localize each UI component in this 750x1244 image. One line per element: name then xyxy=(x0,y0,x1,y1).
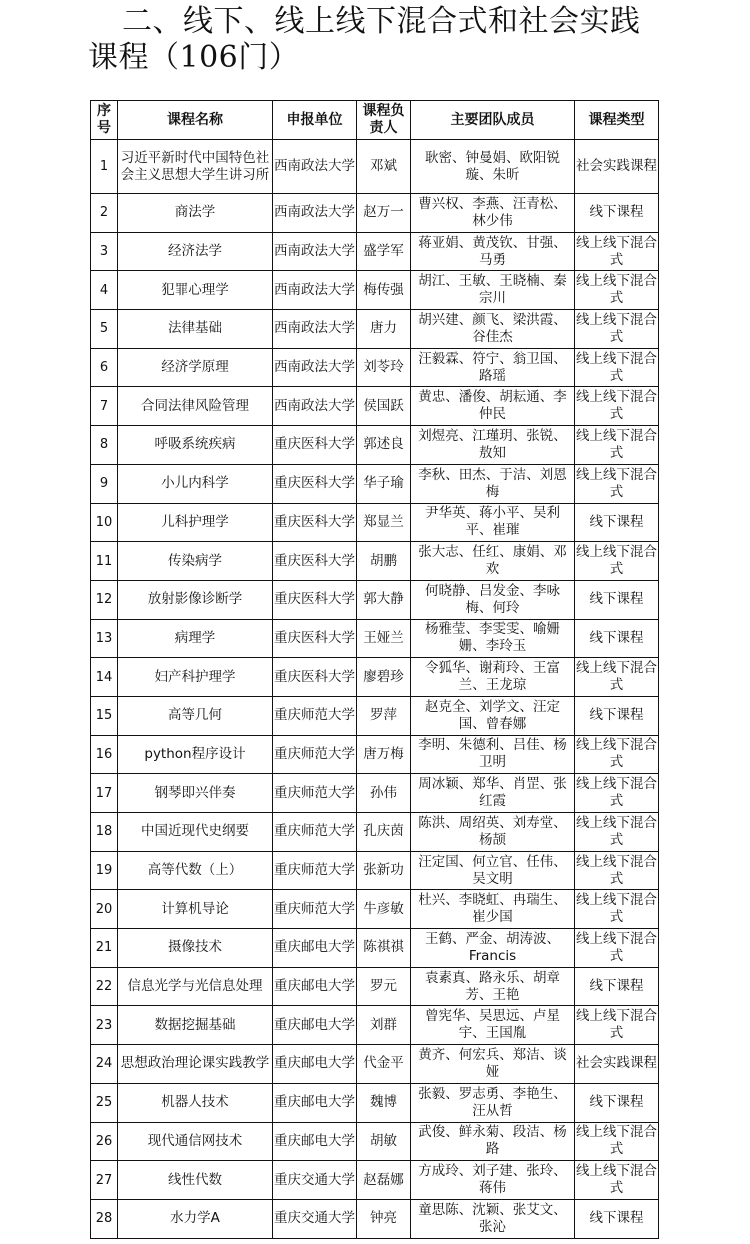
cell-unit: 重庆邮电大学 xyxy=(273,967,357,1006)
cell-members: 方成玲、刘子建、张玲、蒋伟 xyxy=(411,1161,575,1200)
cell-members: 童思陈、沈颖、张艾文、张沁 xyxy=(411,1199,575,1238)
cell-unit: 重庆师范大学 xyxy=(273,813,357,852)
cell-no: 11 xyxy=(91,542,118,581)
cell-lead: 王娅兰 xyxy=(357,619,411,658)
cell-no: 15 xyxy=(91,696,118,735)
cell-unit: 重庆医科大学 xyxy=(273,426,357,465)
cell-course: 信息光学与光信息处理 xyxy=(118,967,273,1006)
cell-unit: 重庆邮电大学 xyxy=(273,1045,357,1084)
header-type: 课程类型 xyxy=(575,101,659,140)
cell-lead: 魏博 xyxy=(357,1083,411,1122)
cell-type: 线上线下混合式 xyxy=(575,813,659,852)
table-row xyxy=(91,232,659,271)
cell-no: 13 xyxy=(91,619,118,658)
cell-members: 曹兴权、李燕、汪青松、林少伟 xyxy=(411,194,575,233)
cell-no: 26 xyxy=(91,1122,118,1161)
cell-lead: 胡敏 xyxy=(357,1122,411,1161)
cell-unit: 西南政法大学 xyxy=(273,232,357,271)
table-row xyxy=(91,426,659,465)
table-row xyxy=(91,890,659,929)
cell-unit: 重庆医科大学 xyxy=(273,464,357,503)
cell-lead: 钟亮 xyxy=(357,1199,411,1238)
cell-lead: 赵万一 xyxy=(357,194,411,233)
cell-members: 蒋亚娟、黄茂钦、甘强、马勇 xyxy=(411,232,575,271)
header-unit: 申报单位 xyxy=(273,101,357,140)
cell-type: 线上线下混合式 xyxy=(575,1161,659,1200)
cell-type: 线下课程 xyxy=(575,1199,659,1238)
header-lead: 课程负责人 xyxy=(357,101,411,140)
cell-no: 4 xyxy=(91,271,118,310)
cell-members: 王鹤、严金、胡涛波、Francis xyxy=(411,929,575,968)
cell-unit: 重庆医科大学 xyxy=(273,503,357,542)
cell-lead: 赵磊娜 xyxy=(357,1161,411,1200)
cell-no: 19 xyxy=(91,851,118,890)
cell-no: 16 xyxy=(91,735,118,774)
cell-members: 胡江、王敏、王晓楠、秦宗川 xyxy=(411,271,575,310)
cell-unit: 重庆医科大学 xyxy=(273,542,357,581)
cell-no: 18 xyxy=(91,813,118,852)
cell-lead: 牛彦敏 xyxy=(357,890,411,929)
cell-members: 曾宪华、吴思远、卢星宇、王国胤 xyxy=(411,1006,575,1045)
table-row xyxy=(91,310,659,349)
cell-unit: 西南政法大学 xyxy=(273,271,357,310)
cell-members: 张大志、任红、康娟、邓欢 xyxy=(411,542,575,581)
cell-unit: 重庆师范大学 xyxy=(273,735,357,774)
title-line-2: 课程（106门） xyxy=(88,40,300,75)
cell-lead: 刘苓玲 xyxy=(357,348,411,387)
cell-lead: 胡鹏 xyxy=(357,542,411,581)
cell-members: 胡兴建、颜飞、梁洪霞、谷佳杰 xyxy=(411,310,575,349)
cell-members: 黄忠、潘俊、胡耘通、李仲民 xyxy=(411,387,575,426)
table-row xyxy=(91,194,659,233)
cell-unit: 重庆师范大学 xyxy=(273,851,357,890)
cell-type: 线上线下混合式 xyxy=(575,774,659,813)
cell-course: python程序设计 xyxy=(118,735,273,774)
cell-no: 5 xyxy=(91,310,118,349)
cell-unit: 重庆师范大学 xyxy=(273,774,357,813)
cell-members: 张毅、罗志勇、李艳生、汪从哲 xyxy=(411,1083,575,1122)
cell-course: 儿科护理学 xyxy=(118,503,273,542)
cell-unit: 重庆邮电大学 xyxy=(273,1083,357,1122)
table-row xyxy=(91,348,659,387)
cell-no: 21 xyxy=(91,929,118,968)
cell-lead: 廖碧珍 xyxy=(357,658,411,697)
cell-course: 线性代数 xyxy=(118,1161,273,1200)
cell-type: 社会实践课程 xyxy=(575,140,659,194)
cell-course: 高等代数（上） xyxy=(118,851,273,890)
cell-type: 线下课程 xyxy=(575,1083,659,1122)
cell-unit: 重庆交通大学 xyxy=(273,1199,357,1238)
cell-course: 法律基础 xyxy=(118,310,273,349)
cell-unit: 重庆医科大学 xyxy=(273,658,357,697)
cell-lead: 张新功 xyxy=(357,851,411,890)
cell-no: 9 xyxy=(91,464,118,503)
cell-no: 3 xyxy=(91,232,118,271)
cell-members: 杜兴、李晓虹、冉瑞生、崔少国 xyxy=(411,890,575,929)
cell-unit: 重庆交通大学 xyxy=(273,1161,357,1200)
cell-lead: 郭述良 xyxy=(357,426,411,465)
cell-type: 线上线下混合式 xyxy=(575,271,659,310)
table-row xyxy=(91,851,659,890)
cell-type: 线上线下混合式 xyxy=(575,1122,659,1161)
table-header-row xyxy=(91,101,659,140)
table-row xyxy=(91,967,659,1006)
cell-type: 社会实践课程 xyxy=(575,1045,659,1084)
cell-members: 黄齐、何宏兵、郑洁、谈娅 xyxy=(411,1045,575,1084)
course-table xyxy=(90,100,659,1239)
cell-type: 线上线下混合式 xyxy=(575,426,659,465)
cell-unit: 重庆师范大学 xyxy=(273,696,357,735)
cell-course: 思想政治理论课实践教学 xyxy=(118,1045,273,1084)
cell-course: 习近平新时代中国特色社会主义思想大学生讲习所 xyxy=(118,140,273,194)
cell-members: 武俊、鲜永菊、段洁、杨路 xyxy=(411,1122,575,1161)
table-row xyxy=(91,1045,659,1084)
cell-members: 汪定国、何立官、任伟、吴文明 xyxy=(411,851,575,890)
cell-unit: 西南政法大学 xyxy=(273,310,357,349)
cell-unit: 西南政法大学 xyxy=(273,387,357,426)
cell-lead: 罗元 xyxy=(357,967,411,1006)
cell-course: 合同法律风险管理 xyxy=(118,387,273,426)
cell-members: 陈洪、周绍英、刘寿堂、杨颉 xyxy=(411,813,575,852)
cell-members: 李秋、田杰、于洁、刘恩梅 xyxy=(411,464,575,503)
table-row xyxy=(91,774,659,813)
cell-course: 呼吸系统疾病 xyxy=(118,426,273,465)
table-row xyxy=(91,696,659,735)
cell-course: 传染病学 xyxy=(118,542,273,581)
cell-unit: 重庆邮电大学 xyxy=(273,929,357,968)
cell-members: 耿密、钟曼娟、欧阳锐璇、朱昕 xyxy=(411,140,575,194)
cell-course: 中国近现代史纲要 xyxy=(118,813,273,852)
cell-course: 摄像技术 xyxy=(118,929,273,968)
table-row xyxy=(91,735,659,774)
cell-type: 线下课程 xyxy=(575,503,659,542)
cell-course: 高等几何 xyxy=(118,696,273,735)
cell-course: 病理学 xyxy=(118,619,273,658)
cell-type: 线上线下混合式 xyxy=(575,464,659,503)
cell-no: 12 xyxy=(91,580,118,619)
table-row xyxy=(91,1083,659,1122)
cell-lead: 罗萍 xyxy=(357,696,411,735)
table-row xyxy=(91,1122,659,1161)
cell-no: 2 xyxy=(91,194,118,233)
cell-course: 小儿内科学 xyxy=(118,464,273,503)
cell-unit: 西南政法大学 xyxy=(273,194,357,233)
table-row xyxy=(91,271,659,310)
table-row xyxy=(91,1006,659,1045)
cell-no: 27 xyxy=(91,1161,118,1200)
cell-type: 线上线下混合式 xyxy=(575,658,659,697)
cell-type: 线上线下混合式 xyxy=(575,851,659,890)
table-row xyxy=(91,619,659,658)
cell-no: 24 xyxy=(91,1045,118,1084)
cell-lead: 邓斌 xyxy=(357,140,411,194)
cell-members: 令狐华、谢莉玲、王富兰、王龙琼 xyxy=(411,658,575,697)
cell-course: 现代通信网技术 xyxy=(118,1122,273,1161)
table-row xyxy=(91,464,659,503)
cell-members: 汪毅霖、符宁、翁卫国、路瑶 xyxy=(411,348,575,387)
cell-type: 线下课程 xyxy=(575,194,659,233)
cell-type: 线上线下混合式 xyxy=(575,310,659,349)
cell-course: 数据挖掘基础 xyxy=(118,1006,273,1045)
table-row xyxy=(91,140,659,194)
cell-lead: 唐力 xyxy=(357,310,411,349)
cell-type: 线上线下混合式 xyxy=(575,542,659,581)
table-row xyxy=(91,1199,659,1238)
cell-no: 25 xyxy=(91,1083,118,1122)
table-row xyxy=(91,580,659,619)
cell-members: 李明、朱德利、吕佳、杨卫明 xyxy=(411,735,575,774)
cell-type: 线上线下混合式 xyxy=(575,1006,659,1045)
cell-type: 线下课程 xyxy=(575,696,659,735)
cell-members: 赵克全、刘学文、汪定国、曾春娜 xyxy=(411,696,575,735)
page-title xyxy=(88,4,728,76)
table-row xyxy=(91,929,659,968)
cell-lead: 陈祺祺 xyxy=(357,929,411,968)
table-row xyxy=(91,1161,659,1200)
cell-unit: 西南政法大学 xyxy=(273,140,357,194)
cell-no: 1 xyxy=(91,140,118,194)
cell-no: 23 xyxy=(91,1006,118,1045)
cell-lead: 盛学军 xyxy=(357,232,411,271)
cell-type: 线上线下混合式 xyxy=(575,348,659,387)
table-row xyxy=(91,542,659,581)
cell-course: 计算机导论 xyxy=(118,890,273,929)
cell-type: 线上线下混合式 xyxy=(575,735,659,774)
cell-type: 线上线下混合式 xyxy=(575,387,659,426)
cell-members: 周冰颖、郑华、肖罡、张红霞 xyxy=(411,774,575,813)
cell-type: 线下课程 xyxy=(575,619,659,658)
table-row xyxy=(91,387,659,426)
header-members: 主要团队成员 xyxy=(411,101,575,140)
cell-lead: 孙伟 xyxy=(357,774,411,813)
cell-course: 机器人技术 xyxy=(118,1083,273,1122)
cell-course: 经济法学 xyxy=(118,232,273,271)
cell-no: 22 xyxy=(91,967,118,1006)
cell-unit: 重庆医科大学 xyxy=(273,619,357,658)
cell-unit: 重庆医科大学 xyxy=(273,580,357,619)
cell-members: 杨雅莹、李雯雯、喻姗姗、李玲玉 xyxy=(411,619,575,658)
cell-no: 17 xyxy=(91,774,118,813)
cell-type: 线上线下混合式 xyxy=(575,929,659,968)
table-row xyxy=(91,658,659,697)
cell-course: 商法学 xyxy=(118,194,273,233)
cell-lead: 梅传强 xyxy=(357,271,411,310)
cell-type: 线下课程 xyxy=(575,967,659,1006)
cell-lead: 郭大静 xyxy=(357,580,411,619)
cell-unit: 重庆邮电大学 xyxy=(273,1006,357,1045)
header-no: 序号 xyxy=(91,101,118,140)
cell-lead: 代金平 xyxy=(357,1045,411,1084)
cell-type: 线上线下混合式 xyxy=(575,890,659,929)
cell-unit: 重庆邮电大学 xyxy=(273,1122,357,1161)
title-line-1: 二、线下、线上线下混合式和社会实践 xyxy=(122,4,641,39)
cell-type: 线下课程 xyxy=(575,580,659,619)
cell-lead: 郑显兰 xyxy=(357,503,411,542)
header-course: 课程名称 xyxy=(118,101,273,140)
cell-course: 放射影像诊断学 xyxy=(118,580,273,619)
cell-unit: 重庆师范大学 xyxy=(273,890,357,929)
cell-no: 7 xyxy=(91,387,118,426)
cell-no: 10 xyxy=(91,503,118,542)
cell-unit: 西南政法大学 xyxy=(273,348,357,387)
table-row xyxy=(91,503,659,542)
cell-course: 妇产科护理学 xyxy=(118,658,273,697)
cell-course: 犯罪心理学 xyxy=(118,271,273,310)
cell-no: 14 xyxy=(91,658,118,697)
cell-type: 线上线下混合式 xyxy=(575,232,659,271)
cell-no: 8 xyxy=(91,426,118,465)
cell-members: 何晓静、吕发金、李咏梅、何玲 xyxy=(411,580,575,619)
cell-course: 水力学A xyxy=(118,1199,273,1238)
cell-no: 6 xyxy=(91,348,118,387)
cell-lead: 华子瑜 xyxy=(357,464,411,503)
table-row xyxy=(91,813,659,852)
cell-no: 20 xyxy=(91,890,118,929)
cell-lead: 刘群 xyxy=(357,1006,411,1045)
cell-course: 钢琴即兴伴奏 xyxy=(118,774,273,813)
cell-members: 刘煜亮、江瑾玥、张锐、敖知 xyxy=(411,426,575,465)
cell-no: 28 xyxy=(91,1199,118,1238)
cell-members: 袁素真、路永乐、胡章芳、王艳 xyxy=(411,967,575,1006)
cell-members: 尹华英、蒋小平、吴利平、崔璀 xyxy=(411,503,575,542)
cell-course: 经济学原理 xyxy=(118,348,273,387)
cell-lead: 侯国跃 xyxy=(357,387,411,426)
cell-lead: 孔庆茵 xyxy=(357,813,411,852)
cell-lead: 唐万梅 xyxy=(357,735,411,774)
